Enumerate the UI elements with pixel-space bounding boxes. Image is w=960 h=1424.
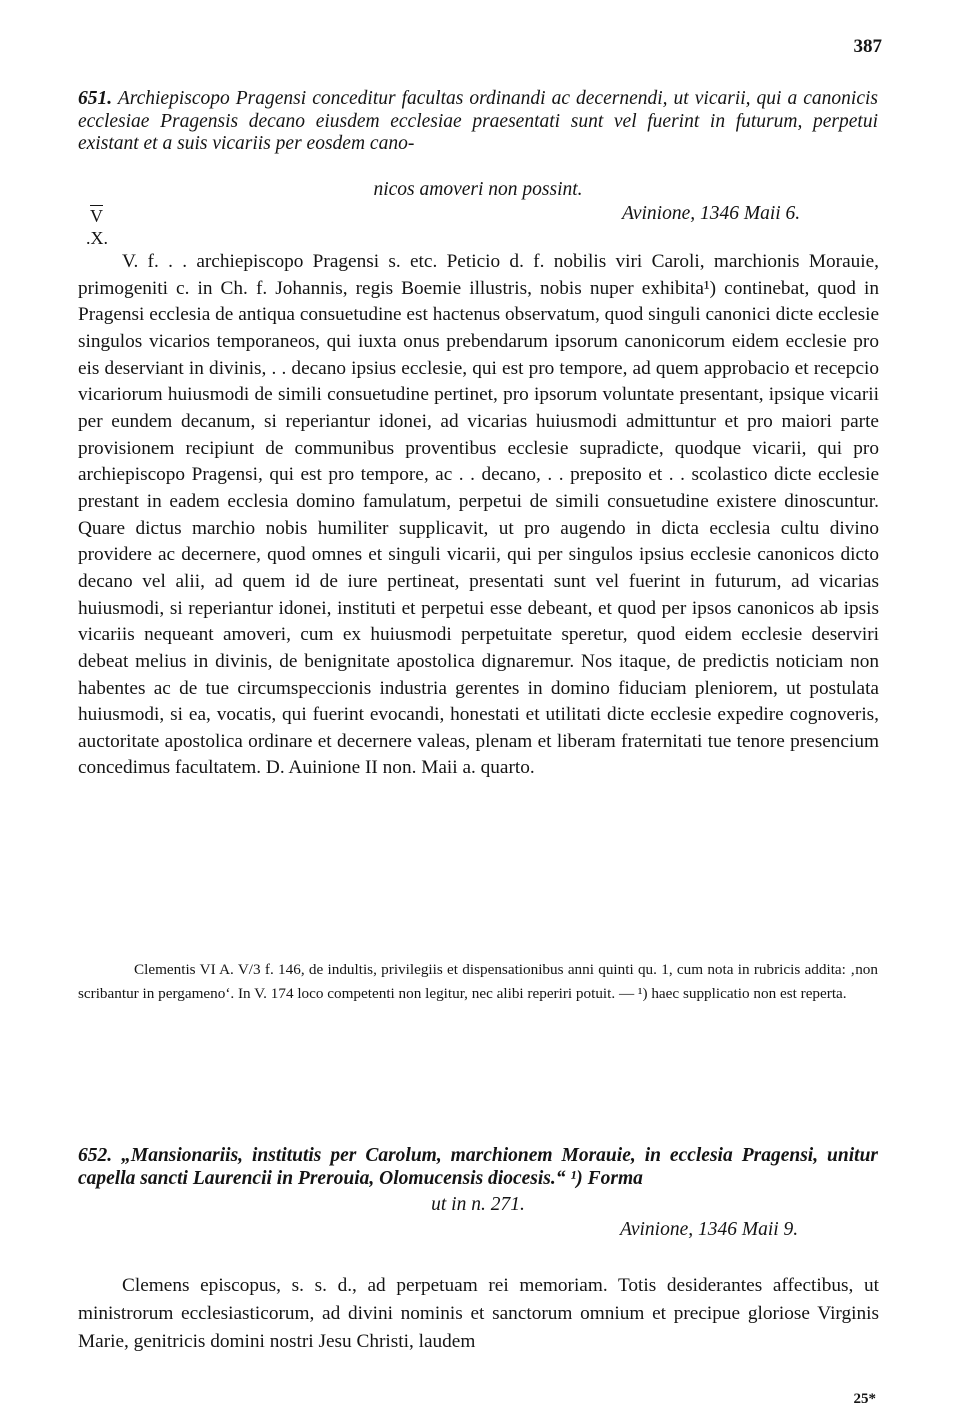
entry-651-heading [78,88,878,156]
entry-652-heading-text: „Mansionariis, institutis per Carolum, marchionem Morauie, in ecclesia Pragensi, unitur capella sancti Laurencii in Prerouia, Olomucensis diocesis.“ ¹) Forma [78,1145,879,1189]
entry-651-footnote: Clementis VI A. V/3 f. 146, de indultis, privilegiis et dispensationibus anni quinti qu. 1, cum nota in rubricis addita: ‚non scribantur in pergameno‘. In V. 174 loco competenti non legitur, nec alibi reperiri potuit. — ¹) haec supplicatio non est reperta. [78,961,878,1002]
entry-652-heading [78,1145,878,1190]
entry-651-source-mark [86,205,108,249]
entry-651-body: V. f. . . archiepiscopo Pragensi s. etc. Peticio d. f. nobilis viri Caroli, marchionis Morauie, primogeniti c. in Ch. f. Johannis, regis Boemie illustris, nobis nuper exhibita¹) continebat, quod in Pragensi ecclesia de antiqua consuetudine est hactenus observatum, quod singuli canonici dicte ecclesie singulos vicarios temporaneos, qui iuxta onus prebendarum ipsorum canonicorum eidem ecclesie pro eis deserviant in divinis, . . decano ipsius ecclesie, qui est pro tempore, ad quem approbacio et recepcio vicariorum huiusmodi de simili consuetudine pertinet, pro ipsorum voluntate presentant, ipsique vicarii per eundem decanum, si reperiantur idonei, ad vicarias huiusmodi admittuntur et pro maiori parte provisionem recipiunt de communibus proventibus ecclesie supradicte, quodque vicarii, qui pro archiepiscopo Pragensi, qui est pro tempore, ac . . decano, . . preposito et . . scolastico dicte ecclesie prestant in eadem ecclesia domino famulatum, perpetui de simili consuetudine existere dinoscuntur. Quare dictus marchio nobis humiliter supplicavit, ut pro augendo in dicta ecclesia cultu divino providere ac decernere, quod omnes et singuli vicarii, qui per singulos ipsius ecclesie canonicos dicto decano vel alii, ad quem id de iure pertineat, presentati sunt vel fuerint in futurum, ad vicarias huiusmodi, si reperiantur idonei, instituti et perpetui esse debeant, et quod per ipsos canonicos ab ipsis vicariis nequeant amoveri, cum ex huiusmodi perpetuitate speretur, quod eidem ecclesie deserviri debeat melius in divinis, de benignitate apostolica dignaremur. Nos itaque, de predictis noticiam non habentes ac de tue circumspeccionis industria gerentes in domino fiduciam pleniorem, ut postulata huiusmodi, si ea, vocatis, qui fuerint evocandi, honestati et utilitati dicte ecclesie expedire cognoveris, auctoritate apostolica ordinare et decernere valeas, plenam et liberam fraternitati tue tenore presencium concedimus facultatem. D. Auinione II non. Maii a. quarto. [78,251,879,779]
source-mark-bottom: .X. [86,228,108,248]
entry-651-dateline: Avinione, 1346 Maii 6. [622,203,801,224]
entry-651-number: 651. [78,88,113,109]
source-mark-top: $\overline{V}$ [90,206,103,226]
entry-652-dateline: Avinione, 1346 Maii 9. [620,1219,799,1240]
page-number: 387 [853,36,882,57]
entry-651-heading-last: nicos amoveri non possint. [373,179,583,200]
entry-651-heading-text: Archiepiscopo Pragensi conceditur facultas ordinandi ac decernendi, ut vicarii, qui a canonicis ecclesiae Pragensis decano eiusdem ecclesiae praesentati sunt vel fuerint in futurum, perpetui existant et a suis vicariis per eosdem cano- [78,88,879,154]
entry-652-heading-last: ut in n. 271. [431,1194,525,1215]
entry-652-number: 652. [78,1145,113,1166]
entry-652-body: Clemens episcopus, s. s. d., ad perpetuam rei memoriam. Totis desiderantes affectibus, ut ministrorum ecclesiasticorum, ad divini nominis et sanctorum omnium et precipue gloriose Virginis Marie, genitricis domini nostri Jesu Christi, laudem [78,1275,879,1352]
signature-mark: 25* [853,1391,876,1407]
